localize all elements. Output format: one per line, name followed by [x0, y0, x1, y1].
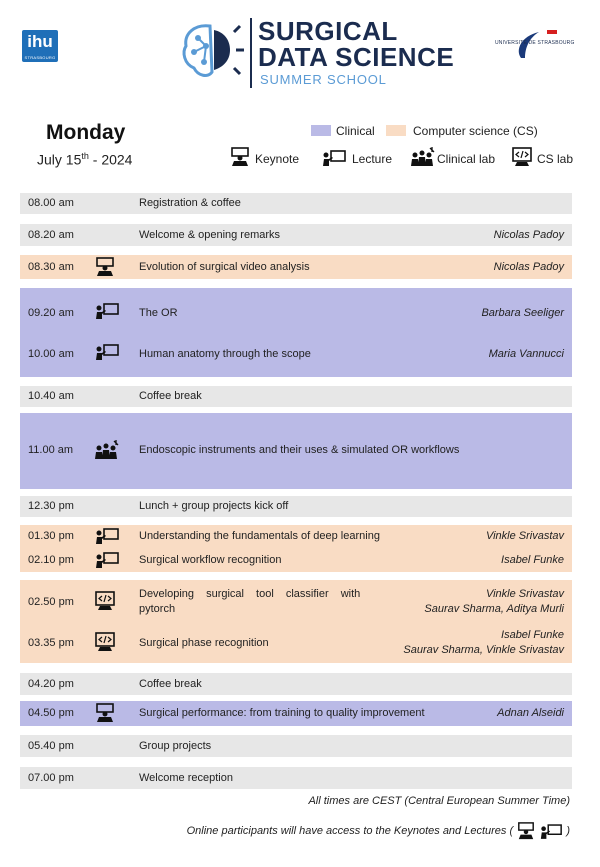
schedule-row [20, 386, 572, 407]
row-speaker: Nicolas Padoy [493, 229, 564, 241]
day-date: July 15th - 2024 [37, 151, 133, 168]
cs-lab-icon [94, 632, 116, 652]
schedule-row [20, 224, 572, 246]
row-time: 07.00 pm [28, 772, 74, 784]
schedule-row [20, 735, 572, 757]
online-note: Online participants will have access to the Keynotes and Lectures ( ) [187, 822, 570, 840]
keynote-icon [229, 147, 251, 167]
legend-clinical-lab: Clinical lab [437, 152, 496, 166]
clinical-lab-icon [94, 439, 120, 461]
row-activity: Surgical workflow recognition [139, 554, 282, 566]
university-name: UNIVERSITÉ DE STRASBOURG [495, 40, 575, 46]
row-time: 03.35 pm [28, 637, 74, 649]
row-time: 12.30 pm [28, 500, 74, 512]
keynote-icon [94, 703, 116, 723]
cs-lab-icon [511, 147, 533, 167]
title-line-1: SURGICAL [258, 16, 398, 46]
lecture-icon [539, 823, 563, 840]
lecture-icon [321, 149, 347, 167]
row-speaker: Barbara Seeliger [481, 307, 564, 319]
row-time: 04.20 pm [28, 678, 74, 690]
brain-bulb-icon [180, 20, 246, 82]
clinical-lab-icon [410, 146, 436, 168]
row-activity: Group projects [139, 740, 212, 752]
row-time: 08.30 am [28, 261, 74, 273]
keynote-icon [516, 822, 536, 840]
timezone-note: All times are CEST (Central European Summer Time) [308, 795, 570, 807]
row-speaker-line-1: Isabel Funke [501, 629, 564, 641]
title-line-2: DATA SCIENCE [258, 42, 455, 72]
row-time: 08.20 am [28, 229, 74, 241]
row-time: 10.40 am [28, 390, 74, 402]
schedule-row [20, 767, 572, 789]
row-activity: Understanding the fundamentals of deep learning [139, 530, 380, 542]
row-activity: Welcome & opening remarks [139, 229, 281, 241]
legend-cs-swatch [386, 125, 406, 136]
cs-lab-icon [94, 591, 116, 611]
schedule-row [20, 496, 572, 517]
schedule-row [20, 673, 572, 695]
row-activity: Surgical phase recognition [139, 637, 269, 649]
schedule-row [20, 193, 572, 214]
ihu-logo [22, 30, 58, 62]
schedule-block-cs-lab [20, 580, 572, 663]
row-activity: Registration & coffee [139, 197, 241, 209]
row-time: 05.40 pm [28, 740, 74, 752]
row-time: 02.50 pm [28, 596, 74, 608]
schedule-row [20, 413, 572, 489]
row-time: 09.20 am [28, 307, 74, 319]
row-speaker-line-1: Vinkle Srivastav [485, 588, 564, 600]
ihu-logo-subtext: STRASBOURG [24, 55, 56, 60]
lecture-icon [94, 551, 120, 569]
row-activity: The OR [139, 307, 178, 319]
row-speaker-line-2: Saurav Sharma, Aditya Murli [424, 603, 564, 615]
schedule-row [20, 701, 572, 726]
row-activity: Surgical performance: from training to quality improvement [139, 707, 425, 719]
row-speaker: Adnan Alseidi [497, 707, 564, 719]
lecture-icon [94, 302, 120, 320]
lecture-icon [94, 343, 120, 361]
legend-clinical: Clinical [336, 124, 375, 138]
ihu-logo-text: ihu [27, 32, 53, 51]
lecture-icon [94, 527, 120, 545]
row-time: 02.10 pm [28, 554, 74, 566]
legend-cs: Computer science (CS) [413, 124, 538, 138]
row-activity-line-1: Developing surgical tool classifier with [139, 588, 361, 600]
row-speaker: Vinkle Srivastav [485, 530, 564, 542]
row-time: 11.00 am [28, 444, 74, 456]
row-time: 10.00 am [28, 348, 74, 360]
row-speaker: Nicolas Padoy [493, 261, 564, 273]
row-activity-line-2: pytorch [139, 603, 176, 615]
schedule-row [20, 255, 572, 279]
row-speaker-line-2: Saurav Sharma, Vinkle Srivastav [403, 644, 564, 656]
row-activity: Coffee break [139, 678, 202, 690]
schedule-block-clinical [20, 288, 572, 377]
row-time: 08.00 am [28, 197, 74, 209]
row-activity: Welcome reception [139, 772, 233, 784]
day-title: Monday [46, 121, 126, 144]
legend-keynote: Keynote [255, 152, 300, 166]
row-activity: Endoscopic instruments and their uses & simulated OR workflows [139, 444, 460, 456]
row-time: 04.50 pm [28, 707, 74, 719]
title-divider [250, 18, 252, 88]
legend-clinical-swatch [311, 125, 331, 136]
row-activity: Evolution of surgical video analysis [139, 261, 310, 273]
row-time: 01.30 pm [28, 530, 74, 542]
row-activity: Human anatomy through the scope [139, 348, 311, 360]
row-activity: Coffee break [139, 390, 202, 402]
row-speaker: Maria Vannucci [488, 348, 564, 360]
row-speaker: Isabel Funke [501, 554, 564, 566]
keynote-icon [94, 257, 116, 277]
row-activity: Lunch + group projects kick off [139, 500, 289, 512]
legend-lecture: Lecture [352, 152, 393, 166]
legend-cs-lab: CS lab [537, 152, 574, 166]
schedule-block-cs [20, 525, 572, 572]
title-line-3: SUMMER SCHOOL [260, 72, 387, 87]
